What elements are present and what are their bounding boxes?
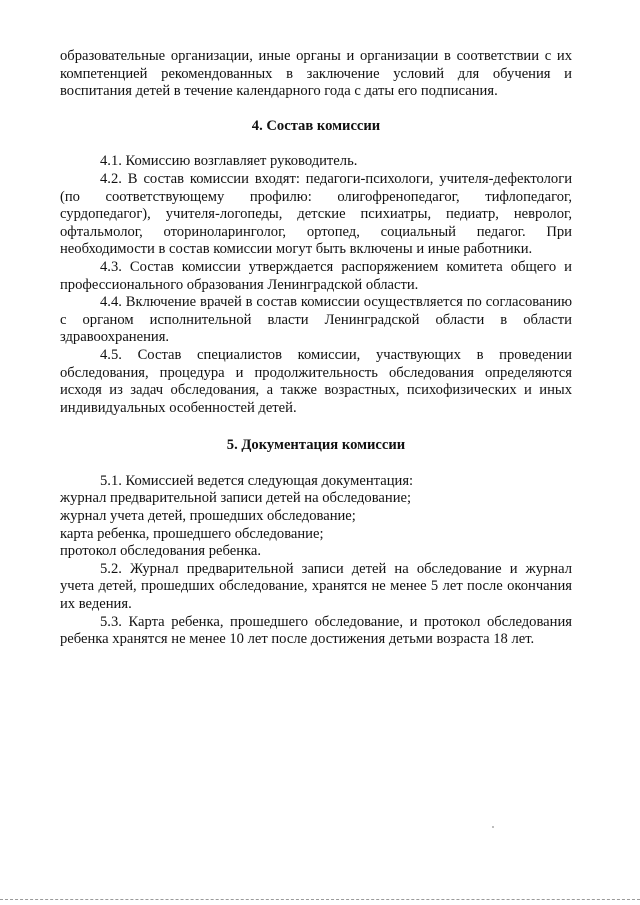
list-item: карта ребенка, прошедшего обследование;	[60, 525, 324, 542]
section-4-5: 4.5. Состав специалистов комиссии, участвующих в проведении обследования, процедура и продолжительность обследования определяются исходя из задач обследования, а также возрастных, психофизических и иных индивидуальных особенностей детей.	[60, 346, 572, 416]
section-4-4: 4.4. Включение врачей в состав комиссии осуществляется по согласованию с органом исполнительной власти Ленинградской области в области здравоохранения.	[60, 294, 572, 346]
document-body	[60, 48, 572, 649]
page-bottom-rule	[0, 899, 640, 900]
section-4-3: 4.3. Состав комиссии утверждается распоряжением комитета общего и профессионального образования Ленинградской области.	[60, 258, 572, 293]
section-4-title: 4. Состав комиссии	[251, 117, 381, 134]
scan-speck	[492, 826, 494, 828]
section-5-1: 5.1. Комиссией ведется следующая документация:	[100, 472, 414, 489]
list-item: протокол обследования ребенка.	[60, 543, 262, 560]
section-5-2: 5.2. Журнал предварительной записи детей на обследование и журнал учета детей, прошедших обследование, хранятся не менее 5 лет после окончания их ведения.	[60, 560, 572, 613]
section-5-3: 5.3. Карта ребенка, прошедшего обследование, и протокол обследования ребенка хранятся не менее 10 лет после достижения детьми возраста 18 лет.	[60, 613, 572, 648]
intro-paragraph: образовательные организации, иные органы и организации в соответствии с их компетенцией рекомендованных в заключение условий для обучения и воспитания детей в течение календарного года с даты его подписания.	[60, 48, 572, 100]
section-4-1: 4.1. Комиссию возглавляет руководитель.	[100, 153, 358, 170]
list-item: журнал учета детей, прошедших обследование;	[60, 508, 356, 525]
section-4-2: 4.2. В состав комиссии входят: педагоги-психологи, учителя-дефектологи (по соответствующему профилю: олигофренопедагог, тифлопедагог, сурдопедагог), учителя-логопеды, детские психиатры, педиатр, невролог, офтальмолог, оториноларинголог, ортопед, социальный педагог. При необходимости в состав комиссии могут быть включены и иные работники.	[60, 170, 572, 258]
section-5-title: 5. Документация комиссии	[226, 437, 406, 454]
list-item: журнал предварительной записи детей на обследование;	[60, 490, 412, 507]
